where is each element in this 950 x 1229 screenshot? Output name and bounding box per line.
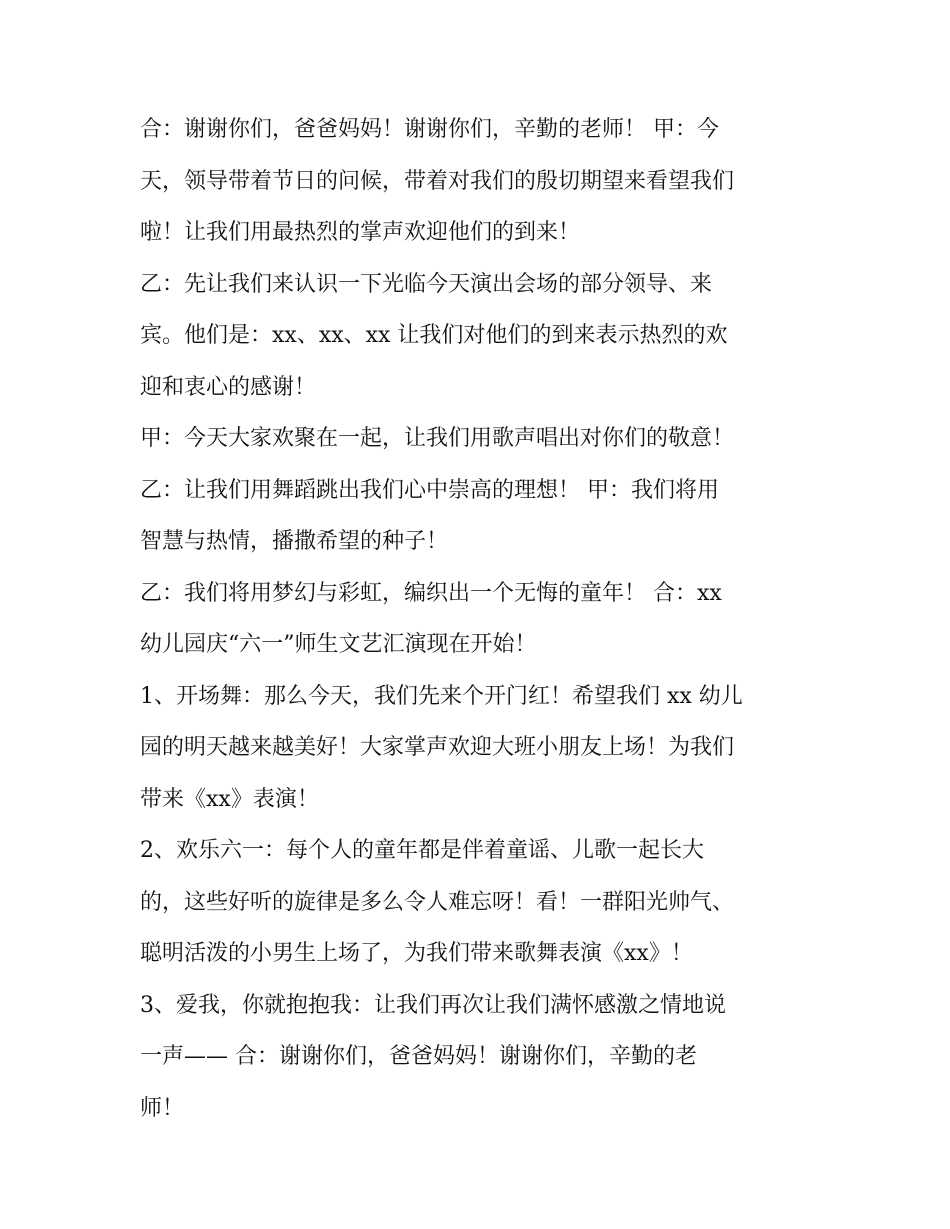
- text-line: 天，领导带着节日的问候，带着对我们的殷切期望来看望我们: [140, 168, 735, 194]
- text-line: 甲：今天大家欢聚在一起，让我们用歌声唱出对你们的敬意！: [140, 426, 735, 451]
- text-line: 乙：让我们用舞蹈跳出我们心中崇高的理想！ 甲：我们将用: [140, 477, 719, 503]
- text-line: 1、开场舞：那么今天，我们先来个开门红！希望我们 xx 幼儿: [140, 683, 743, 709]
- text-line: 师！: [140, 1095, 185, 1121]
- document-body: [140, 104, 820, 1134]
- text-line: 幼儿园庆“六一”师生文艺汇演现在开始！: [140, 632, 537, 657]
- text-line: 迎和衷心的感谢！: [140, 374, 317, 400]
- text-line: 乙：先让我们来认识一下光临今天演出会场的部分领导、来: [140, 271, 713, 297]
- text-line: 乙：我们将用梦幻与彩虹，编织出一个无悔的童年！ 合：xx: [140, 580, 722, 606]
- text-line: 园的明天越来越美好！大家掌声欢迎大班小朋友上场！为我们: [140, 735, 735, 760]
- text-line: 的，这些好听的旋律是多么令人难忘呀！看！一群阳光帅气、: [140, 889, 735, 915]
- text-line: 合：谢谢你们，爸爸妈妈！谢谢你们，辛勤的老师！ 甲：今: [140, 117, 719, 142]
- text-line: 聪明活泼的小男生上场了，为我们带来歌舞表演《xx》！: [140, 941, 693, 966]
- text-line: 一声—— 合：谢谢你们，爸爸妈妈！谢谢你们，辛勤的老: [140, 1044, 697, 1069]
- text-line: 2、欢乐六一：每个人的童年都是伴着童谣、儿歌一起长大: [140, 838, 704, 863]
- text-line: 啦！让我们用最热烈的掌声欢迎他们的到来！: [140, 220, 581, 245]
- text-line: 智慧与热情，播撒希望的种子！: [140, 529, 449, 554]
- text-line: 带来《xx》表演！: [140, 786, 319, 812]
- text-line: 宾。他们是：xx、xx、xx 让我们对他们的到来表示热烈的欢: [140, 323, 728, 348]
- text-line: 3、爱我，你就抱抱我：让我们再次让我们满怀感激之情地说: [140, 992, 726, 1018]
